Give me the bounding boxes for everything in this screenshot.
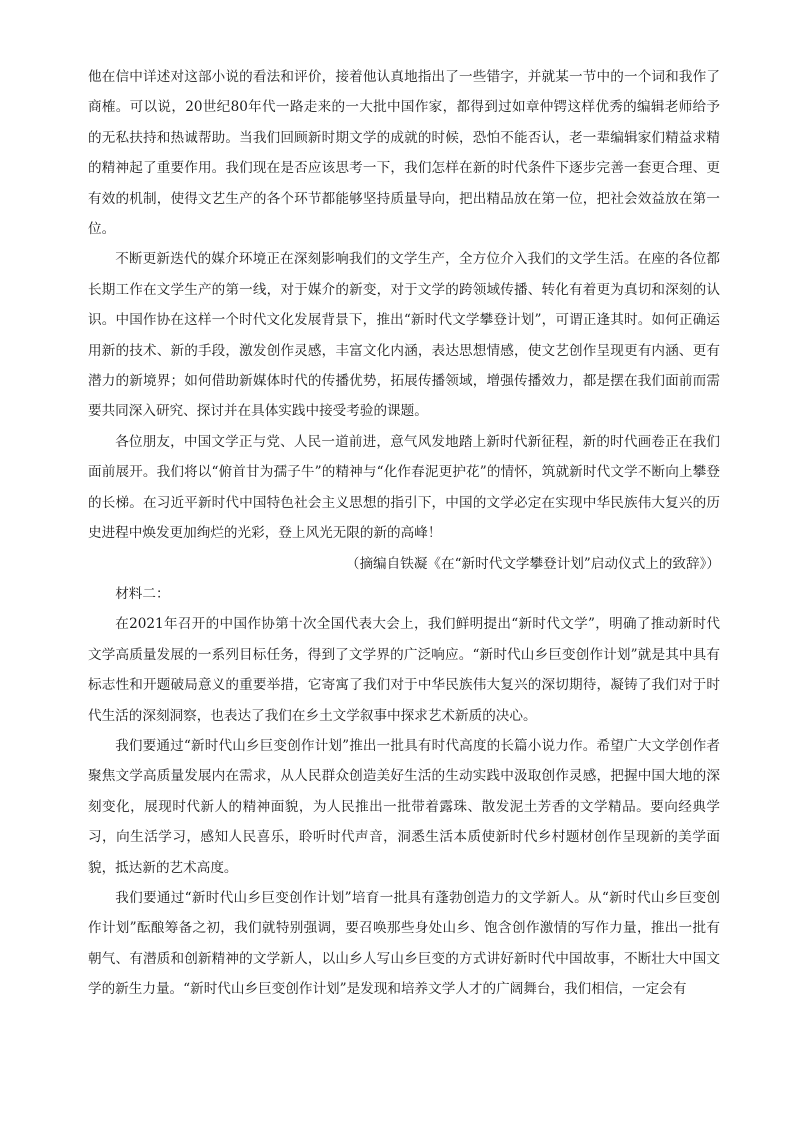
paragraph-2: 不断更新迭代的媒介环境正在深刻影响我们的文学生产，全方位介入我们的文学生活。在座的各位都长期工作在文学生产的第一线，对于媒介的新变，对于文学的跨领域传播、转化有着更为真切和深刻的认识。中国作协在这样一个时代文化发展背景下，推出“新时代文学攀登计划”，可谓正逢其时。如何正确运用新的技术、新的手段，激发创作灵感，丰富文化内涵，表达思想情感，使文艺创作呈现更有内涵、更有潜力的新境界；如何借助新媒体时代的传播优势，拓展传播领域，增强传播效力，都是摆在我们面前而需要共同深入研究、探讨并在具体实践中接受考验的课题。 [88,251,720,420]
paragraph-5: 我们要通过“新时代山乡巨变创作计划”推出一批具有时代高度的长篇小说力作。希望广大文学创作者聚焦文学高质量发展内在需求，从人民群众创造美好生活的生动实践中汲取创作灵感，把握中国大地的深刻变化，展现时代新人的精神面貌，为人民推出一批带着露珠、散发泥土芳香的文学精品。要向经典学习，向生活学习，感知人民喜乐，聆听时代声音，洞悉生活本质使新时代乡村题材创作呈现新的美学面貌，抵达新的艺术高度。 [88,737,720,876]
source-citation: （摘编自铁凝《在“新时代文学攀登计划”启动仪式上的致辞》） [345,555,720,572]
document-page [88,62,720,1005]
paragraph-1: 他在信中详述对这部小说的看法和评价，接着他认真地指出了一些错字，并就某一节中的一个词和我作了商榷。可以说，20世纪80年代一路走来的一大批中国作家，都得到过如章仲锷这样优秀的编辑老师给予的无私扶持和热诚帮助。当我们回顾新时期文学的成就的时候，恐怕不能否认，老一辈编辑家们精益求精的精神起了重要作用。我们现在是否应该思考一下，我们怎样在新的时代条件下逐步完善一套更合理、更有效的机制，使得文艺生产的各个环节都能够坚持质量导向，把出精品放在第一位，把社会效益放在第一位。 [88,69,720,238]
paragraph-4: 在2021年召开的中国作协第十次全国代表大会上，我们鲜明提出“新时代文学”，明确了推动新时代文学高质量发展的一系列目标任务，得到了文学界的广泛响应。“新时代山乡巨变创作计划”就是其中具有标志性和开题破局意义的重要举措，它寄寓了我们对于中华民族伟大复兴的深切期待，凝铸了我们对于时代生活的深刻洞察，也表达了我们在乡土文学叙事中探求艺术新质的决心。 [88,616,720,724]
paragraph-3: 各位朋友，中国文学正与党、人民一道前进，意气风发地踏上新时代新征程，新的时代画卷正在我们面前展开。我们将以“俯首甘为孺子牛”的精神与“化作春泥更护花”的情怀，筑就新时代文学不断向上攀登的长梯。在习近平新时代中国特色社会主义思想的指引下，中国的文学必定在实现中华民族伟大复兴的历史进程中焕发更加绚烂的光彩，登上风光无限的新的高峰！ [88,433,720,542]
paragraph-6: 我们要通过“新时代山乡巨变创作计划”培育一批具有蓬勃创造力的文学新人。从“新时代山乡巨变创作计划”酝酿筹备之初，我们就特别强调，要召唤那些身处山乡、饱含创作激情的写作力量，推出一批有朝气、有潜质和创新精神的文学新人，以山乡人写山乡巨变的方式讲好新时代中国故事，不断壮大中国文学的新生力量。“新时代山乡巨变创作计划”是发现和培养文学人才的广阔舞台，我们相信，一定会有 [88,889,720,998]
material-label: 材料二： [115,585,170,602]
